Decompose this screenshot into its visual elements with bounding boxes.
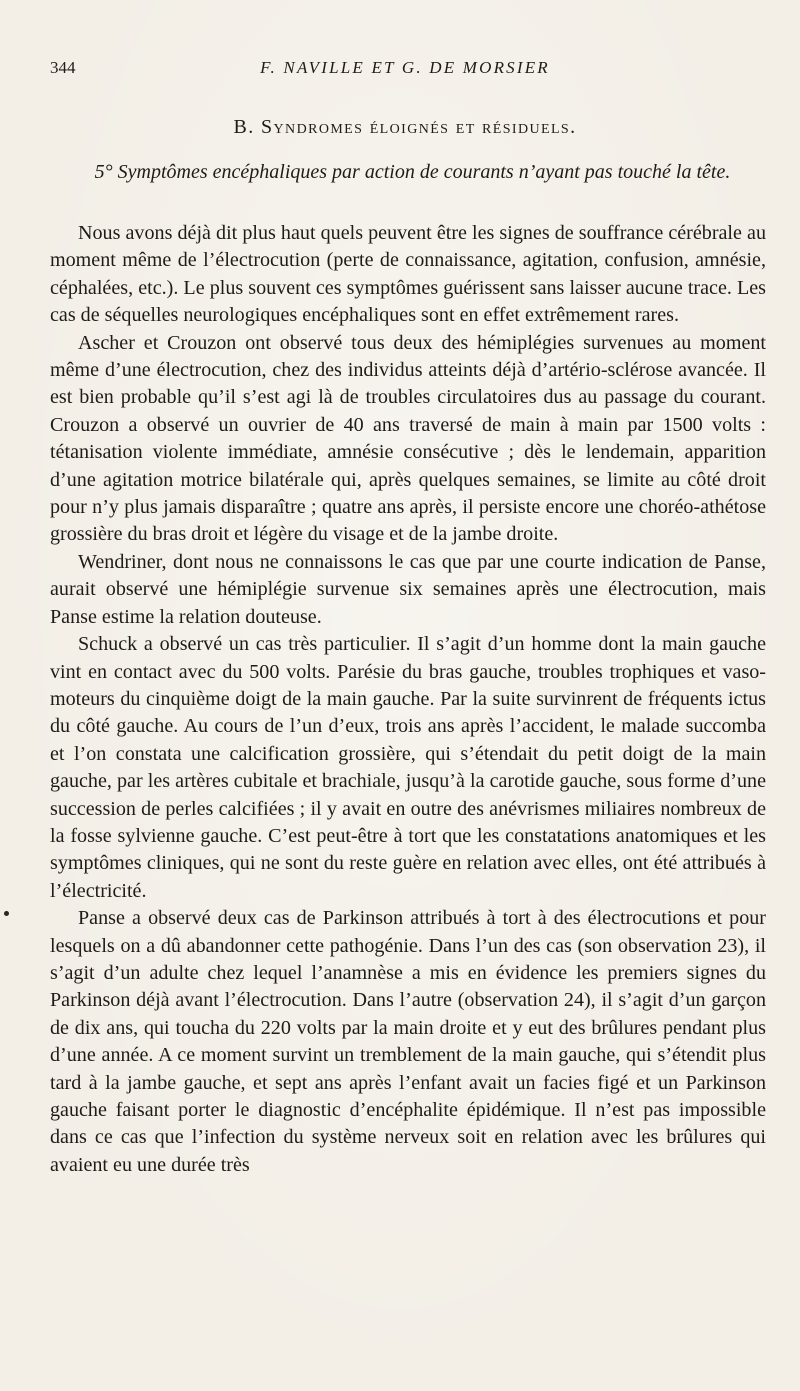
running-title: F. NAVILLE ET G. DE MORSIER bbox=[260, 58, 550, 77]
section-heading: B. Syndromes éloignés et résiduels. bbox=[233, 116, 577, 138]
margin-speck bbox=[4, 911, 9, 916]
paragraph: Schuck a observé un cas très particulier. Il s’agit d’un homme dont la main gauche vint en contact avec du 500 volts. Parésie du bras gauche, troubles trophiques et vaso-moteurs du cinquième doigt de la main gauche. Par la suite survinrent de fréquents ictus du côté gauche. Au cours de l’un d’eux, trois ans après l’accident, le malade succomba et l’on constata une calcification grossière, qui s’étendait du petit doigt de la main gauche, par les artères cubitale et brachiale, jusqu’à la carotide gauche, sous forme d’une succession de perles calcifiées ; il y avait en outre des anévrismes miliaires nombreux de la fosse sylvienne gauche. C’est peut-être à tort que les constatations anatomiques et les symptômes cliniques, qui ne sont du reste guère en relation avec elles, ont été attribués à l’électricité. bbox=[50, 633, 766, 902]
subsection-heading: 5° Symptômes encéphaliques par action de courants n’ayant pas touché la tête. bbox=[94, 161, 731, 183]
paragraph: Panse a observé deux cas de Parkinson attribués à tort à des électrocutions et pour lesquels on a dû abandonner cette pathogénie. Dans l’un des cas (son observation 23), il s’agit d’un adulte chez lequel l’anamnèse a mis en évidence les premiers signes du Parkinson déjà avant l’électrocution. Dans l’autre (observation 24), il s’agit d’un garçon de dix ans, qui toucha du 220 volts par la main droite et y eut des brûlures pendant plus d’une année. A ce moment survint un tremblement de la main gauche, qui s’étendit plus tard à la jambe gauche, et sept ans après l’enfant avait un facies figé et un Parkinson gauche faisant porter le diagnostic d’encéphalite épidémique. Il n’est pas impossible dans ce cas que l’infection du système nerveux soit en relation avec les brûlures qui avaient eu une durée très bbox=[50, 907, 766, 1176]
page-number: 344 bbox=[50, 58, 76, 77]
paragraph: Ascher et Crouzon ont observé tous deux des hémiplégies survenues au moment même d’une électrocution, chez des individus atteints déjà d’artério-sclérose avancée. Il est bien probable qu’il s’est agi là de troubles circulatoires dus au passage du courant. Crouzon a observé un ouvrier de 40 ans traversé de main à main par 1500 volts : tétanisation violente immédiate, amnésie consécutive ; dès le lendemain, apparition d’une agitation motrice bilatérale qui, après quelques semaines, se limite au côté droit pour n’y plus jamais disparaître ; quatre ans après, il persiste encore une choréo-athétose grossière du bras droit et légère du visage et de la jambe droite. bbox=[50, 331, 766, 546]
page-header bbox=[50, 58, 760, 86]
body-text bbox=[50, 220, 766, 1179]
paragraph: Wendriner, dont nous ne connaissons le cas que par une courte indication de Panse, aurait observé une hémiplégie survenue six semaines après une électrocution, mais Panse estime la relation douteuse. bbox=[50, 550, 766, 628]
paragraph: Nous avons déjà dit plus haut quels peuvent être les signes de souffrance cérébrale au moment même de l’électrocution (perte de connaissance, agitation, confusion, amnésie, céphalées, etc.). Le plus souvent ces symptômes guérissent sans laisser aucune trace. Les cas de séquelles neurologiques encéphaliques sont en effet extrêmement rares. bbox=[50, 222, 766, 327]
